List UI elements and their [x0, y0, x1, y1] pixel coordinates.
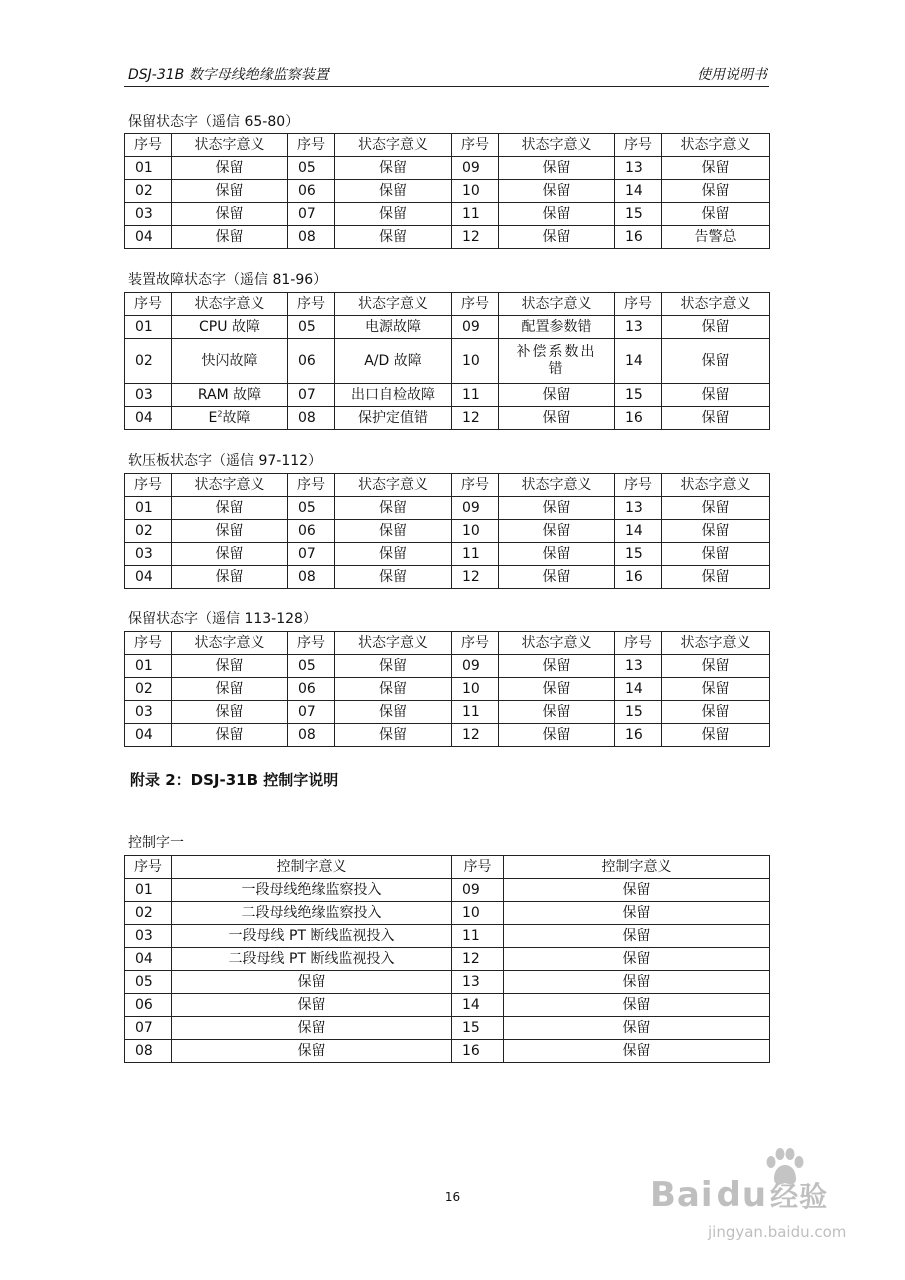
table-header-row — [125, 856, 770, 879]
meaning-cell: 保留 — [172, 971, 452, 994]
col-seq: 序号 — [288, 293, 335, 316]
table-row — [125, 180, 770, 203]
watermark-url: jingyan.baidu.com — [708, 1223, 847, 1241]
seq-cell: 09 — [452, 879, 504, 902]
meaning-cell: 保留 — [499, 543, 615, 566]
table-row — [125, 566, 770, 589]
meaning-cell: 保留 — [662, 384, 770, 407]
meaning-cell: 保留 — [499, 157, 615, 180]
col-meaning: 状态字意义 — [172, 293, 288, 316]
seq-cell: 15 — [615, 203, 662, 226]
col-seq: 序号 — [615, 632, 662, 655]
seq-cell: 14 — [615, 520, 662, 543]
meaning-cell: 保留 — [662, 655, 770, 678]
meaning-cell: 保留 — [662, 203, 770, 226]
meaning-cell: 快闪故障 — [172, 339, 288, 384]
meaning-cell: 保留 — [662, 157, 770, 180]
seq-cell: 10 — [452, 678, 499, 701]
meaning-cell: 保留 — [335, 543, 452, 566]
seq-cell: 09 — [452, 655, 499, 678]
meaning-cell: 保留 — [499, 724, 615, 747]
meaning-cell: 保留 — [499, 226, 615, 249]
seq-cell: 04 — [125, 566, 172, 589]
seq-cell: 14 — [452, 994, 504, 1017]
meaning-cell: 保留 — [172, 724, 288, 747]
table-row — [125, 1017, 770, 1040]
meaning-cell: 保留 — [172, 497, 288, 520]
meaning-cell: 出口自检故障 — [335, 384, 452, 407]
table-header-row — [125, 474, 770, 497]
meaning-cell: 保留 — [172, 226, 288, 249]
meaning-cell: 保留 — [172, 678, 288, 701]
meaning-cell: 保留 — [172, 701, 288, 724]
meaning-cell: 保留 — [172, 520, 288, 543]
seq-cell: 16 — [615, 407, 662, 430]
meaning-cell: 保留 — [335, 203, 452, 226]
seq-cell: 01 — [125, 316, 172, 339]
col-seq: 序号 — [125, 856, 172, 879]
seq-cell: 15 — [615, 384, 662, 407]
seq-cell: 16 — [615, 226, 662, 249]
meaning-cell: 保留 — [499, 701, 615, 724]
watermark-logo — [650, 1175, 828, 1217]
meaning-cell: 保留 — [662, 520, 770, 543]
appendix-heading: 附录 2：DSJ-31B 控制字说明 — [130, 771, 339, 789]
col-seq: 序号 — [288, 632, 335, 655]
col-seq: 序号 — [452, 474, 499, 497]
meaning-cell: 保留 — [335, 497, 452, 520]
meaning-cell: 保留 — [504, 902, 770, 925]
meaning-cell: 配置参数错 — [499, 316, 615, 339]
seq-cell: 08 — [125, 1040, 172, 1063]
seq-cell: 14 — [615, 678, 662, 701]
meaning-cell: 保留 — [504, 994, 770, 1017]
col-ctrl-meaning: 控制字意义 — [172, 856, 452, 879]
col-seq: 序号 — [452, 134, 499, 157]
seq-cell: 11 — [452, 925, 504, 948]
col-meaning: 状态字意义 — [335, 632, 452, 655]
table-row — [125, 316, 770, 339]
seq-cell: 05 — [288, 655, 335, 678]
seq-cell: 01 — [125, 157, 172, 180]
col-meaning: 状态字意义 — [335, 474, 452, 497]
meaning-cell: 保留 — [504, 971, 770, 994]
seq-cell: 06 — [125, 994, 172, 1017]
seq-cell: 09 — [452, 316, 499, 339]
table-row — [125, 543, 770, 566]
table-row — [125, 925, 770, 948]
meaning-cell: 保留 — [499, 203, 615, 226]
col-seq: 序号 — [125, 293, 172, 316]
meaning-cell: 保留 — [662, 497, 770, 520]
table-header-row — [125, 293, 770, 316]
meaning-text: E — [208, 409, 218, 426]
seq-cell: 07 — [288, 543, 335, 566]
meaning-cell: 保留 — [499, 655, 615, 678]
meaning-suffix: 故障 — [222, 409, 251, 426]
seq-cell: 09 — [452, 497, 499, 520]
seq-cell: 13 — [615, 655, 662, 678]
seq-cell: 06 — [288, 520, 335, 543]
seq-cell: 16 — [615, 724, 662, 747]
seq-cell: 06 — [288, 339, 335, 384]
meaning-cell: 保留 — [662, 724, 770, 747]
meaning-cell: 保留 — [335, 724, 452, 747]
seq-cell: 10 — [452, 180, 499, 203]
seq-cell: 05 — [125, 971, 172, 994]
meaning-cell: 保留 — [662, 316, 770, 339]
seq-cell: 08 — [288, 724, 335, 747]
page-number: 16 — [444, 1190, 461, 1204]
seq-cell: 14 — [615, 339, 662, 384]
seq-cell: 10 — [452, 902, 504, 925]
seq-cell: 16 — [615, 566, 662, 589]
col-seq: 序号 — [452, 632, 499, 655]
status-table-soft-plate-97-112 — [124, 473, 770, 589]
seq-cell: 12 — [452, 407, 499, 430]
seq-cell: 08 — [288, 226, 335, 249]
seq-cell: 01 — [125, 879, 172, 902]
seq-cell: 14 — [615, 180, 662, 203]
meaning-cell: 保留 — [335, 157, 452, 180]
meaning-cell: 一段母线 PT 断线监视投入 — [172, 925, 452, 948]
col-seq: 序号 — [125, 632, 172, 655]
col-ctrl-meaning: 控制字意义 — [504, 856, 770, 879]
col-seq: 序号 — [452, 856, 504, 879]
table-header-row — [125, 632, 770, 655]
status-table-device-fault-81-96 — [124, 292, 770, 430]
table-row — [125, 971, 770, 994]
seq-cell: 04 — [125, 407, 172, 430]
col-meaning: 状态字意义 — [662, 632, 770, 655]
table-row — [125, 948, 770, 971]
table-row — [125, 678, 770, 701]
meaning-cell: 保留 — [499, 407, 615, 430]
seq-cell: 04 — [125, 226, 172, 249]
table2-caption: 装置故障状态字（遥信 81-96） — [128, 272, 328, 288]
status-table-reserved-65-80 — [124, 133, 770, 249]
col-meaning: 状态字意义 — [662, 293, 770, 316]
baidu-jingyan-watermark — [650, 1145, 875, 1250]
seq-cell: 15 — [452, 1017, 504, 1040]
seq-cell: 01 — [125, 655, 172, 678]
seq-cell: 04 — [125, 948, 172, 971]
meaning-cell: 保留 — [504, 1017, 770, 1040]
seq-cell: 03 — [125, 203, 172, 226]
col-seq: 序号 — [288, 134, 335, 157]
meaning-cell: 保留 — [172, 1040, 452, 1063]
meaning-cell: 保留 — [335, 566, 452, 589]
meaning-cell: 保留 — [499, 678, 615, 701]
col-meaning: 状态字意义 — [662, 474, 770, 497]
table-row — [125, 902, 770, 925]
header-manual-label: 使用说明书 — [697, 67, 767, 83]
col-seq: 序号 — [125, 474, 172, 497]
seq-cell: 06 — [288, 678, 335, 701]
table-row — [125, 520, 770, 543]
meaning-cell: 保留 — [504, 925, 770, 948]
col-meaning: 状态字意义 — [172, 632, 288, 655]
seq-cell: 15 — [615, 701, 662, 724]
seq-cell: 02 — [125, 678, 172, 701]
table-row — [125, 339, 770, 384]
seq-cell: 11 — [452, 701, 499, 724]
meaning-cell — [172, 407, 288, 430]
seq-cell: 11 — [452, 203, 499, 226]
col-meaning: 状态字意义 — [172, 134, 288, 157]
table-row — [125, 384, 770, 407]
meaning-cell: 保留 — [172, 543, 288, 566]
meaning-cell: 保留 — [335, 655, 452, 678]
seq-cell: 12 — [452, 948, 504, 971]
col-meaning: 状态字意义 — [335, 134, 452, 157]
meaning-cell: 保留 — [172, 180, 288, 203]
header-title: DSJ-31B 数字母线绝缘监察装置 — [128, 67, 329, 83]
superscript: 2 — [217, 408, 223, 418]
meaning-cell: 电源故障 — [335, 316, 452, 339]
table-header-row — [125, 134, 770, 157]
col-seq: 序号 — [615, 474, 662, 497]
meaning-cell: 告警总 — [662, 226, 770, 249]
meaning-cell: 补偿系数出错 — [499, 339, 615, 384]
table-row — [125, 655, 770, 678]
col-seq: 序号 — [615, 293, 662, 316]
table1-caption: 保留状态字（遥信 65-80） — [128, 114, 300, 130]
meaning-cell: 保留 — [504, 948, 770, 971]
meaning-cell: 保留 — [662, 180, 770, 203]
meaning-cell: 保留 — [172, 655, 288, 678]
seq-cell: 10 — [452, 520, 499, 543]
table-row — [125, 203, 770, 226]
seq-cell: 08 — [288, 407, 335, 430]
meaning-cell: 保留 — [499, 566, 615, 589]
table-row — [125, 157, 770, 180]
seq-cell: 03 — [125, 701, 172, 724]
seq-cell: 03 — [125, 384, 172, 407]
seq-cell: 11 — [452, 384, 499, 407]
col-seq: 序号 — [615, 134, 662, 157]
seq-cell: 03 — [125, 543, 172, 566]
seq-cell: 02 — [125, 520, 172, 543]
col-meaning: 状态字意义 — [172, 474, 288, 497]
seq-cell: 04 — [125, 724, 172, 747]
table-row — [125, 701, 770, 724]
meaning-cell: 保留 — [499, 180, 615, 203]
meaning-cell: A/D 故障 — [335, 339, 452, 384]
seq-cell: 07 — [288, 701, 335, 724]
seq-cell: 05 — [288, 157, 335, 180]
col-meaning: 状态字意义 — [499, 474, 615, 497]
meaning-cell: 保留 — [662, 407, 770, 430]
meaning-cell: 保留 — [172, 566, 288, 589]
table-row — [125, 226, 770, 249]
seq-cell: 13 — [615, 157, 662, 180]
col-meaning: 状态字意义 — [499, 632, 615, 655]
seq-cell: 07 — [288, 203, 335, 226]
table-row — [125, 724, 770, 747]
seq-cell: 09 — [452, 157, 499, 180]
seq-cell: 05 — [288, 316, 335, 339]
meaning-cell: 保留 — [335, 678, 452, 701]
status-table-reserved-113-128 — [124, 631, 770, 747]
table-row — [125, 1040, 770, 1063]
seq-cell: 13 — [615, 316, 662, 339]
table-row — [125, 994, 770, 1017]
meaning-cell: 保留 — [662, 339, 770, 384]
seq-cell: 11 — [452, 543, 499, 566]
meaning-cell: 保留 — [172, 1017, 452, 1040]
watermark-brand-a: Bai — [650, 1175, 714, 1215]
seq-cell: 13 — [615, 497, 662, 520]
col-meaning: 状态字意义 — [335, 293, 452, 316]
seq-cell: 07 — [125, 1017, 172, 1040]
col-seq: 序号 — [288, 474, 335, 497]
watermark-brand-b: du — [716, 1175, 768, 1215]
meaning-cell: 保留 — [662, 566, 770, 589]
seq-cell: 12 — [452, 724, 499, 747]
meaning-cell: 保留 — [499, 497, 615, 520]
table4-caption: 保留状态字（遥信 113-128） — [128, 611, 317, 627]
seq-cell: 01 — [125, 497, 172, 520]
seq-cell: 13 — [452, 971, 504, 994]
meaning-cell: 保留 — [335, 226, 452, 249]
meaning-cell: 保留 — [335, 701, 452, 724]
seq-cell: 05 — [288, 497, 335, 520]
meaning-cell: 保留 — [499, 520, 615, 543]
meaning-cell: 保留 — [662, 701, 770, 724]
control-word-table — [124, 855, 770, 1063]
table-row — [125, 879, 770, 902]
seq-cell: 12 — [452, 226, 499, 249]
seq-cell: 12 — [452, 566, 499, 589]
meaning-cell: 保留 — [504, 1040, 770, 1063]
meaning-cell: 保留 — [172, 203, 288, 226]
seq-cell: 06 — [288, 180, 335, 203]
seq-cell: 02 — [125, 902, 172, 925]
seq-cell: 08 — [288, 566, 335, 589]
meaning-cell: CPU 故障 — [172, 316, 288, 339]
table-row — [125, 497, 770, 520]
col-seq: 序号 — [125, 134, 172, 157]
control-table-caption: 控制字一 — [128, 835, 184, 851]
seq-cell: 16 — [452, 1040, 504, 1063]
meaning-cell: 保护定值错 — [335, 407, 452, 430]
meaning-cell: 保留 — [662, 543, 770, 566]
col-seq: 序号 — [452, 293, 499, 316]
meaning-cell: 保留 — [172, 157, 288, 180]
meaning-cell: 保留 — [499, 384, 615, 407]
seq-cell: 07 — [288, 384, 335, 407]
col-meaning: 状态字意义 — [499, 134, 615, 157]
seq-cell: 10 — [452, 339, 499, 384]
meaning-cell: 一段母线绝缘监察投入 — [172, 879, 452, 902]
seq-cell: 03 — [125, 925, 172, 948]
page-header — [124, 66, 769, 87]
table3-caption: 软压板状态字（遥信 97-112） — [128, 453, 323, 469]
seq-cell: 02 — [125, 180, 172, 203]
meaning-cell: 保留 — [172, 994, 452, 1017]
col-meaning: 状态字意义 — [662, 134, 770, 157]
col-meaning: 状态字意义 — [499, 293, 615, 316]
meaning-cell: 保留 — [662, 678, 770, 701]
meaning-cell: 保留 — [335, 520, 452, 543]
meaning-cell: RAM 故障 — [172, 384, 288, 407]
watermark-brand-cn: 经验 — [770, 1180, 829, 1213]
table-row — [125, 407, 770, 430]
seq-cell: 15 — [615, 543, 662, 566]
meaning-cell: 二段母线 PT 断线监视投入 — [172, 948, 452, 971]
meaning-cell: 保留 — [335, 180, 452, 203]
seq-cell: 02 — [125, 339, 172, 384]
meaning-cell: 二段母线绝缘监察投入 — [172, 902, 452, 925]
meaning-cell: 保留 — [504, 879, 770, 902]
